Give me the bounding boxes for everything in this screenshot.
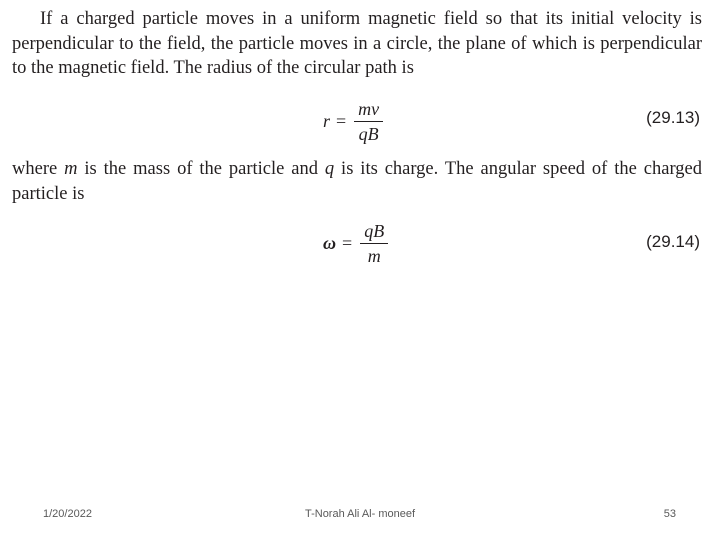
- equation-radius-lhs: r: [323, 110, 331, 131]
- footer-author: T-Norah Ali Al- moneef: [304, 508, 416, 520]
- equation-angular-speed-body: [323, 218, 388, 268]
- equation-radius-fraction: [354, 99, 383, 144]
- paragraph-2-part-3: is its charge. The angular speed of the charged particle is: [12, 159, 702, 204]
- paragraph-2-part-2: is the mass of the particle and: [77, 159, 325, 179]
- paragraph-2-part-1: where: [12, 159, 65, 179]
- equation-radius-equals: =: [336, 110, 347, 131]
- equation-angular-speed-numerator: qB: [360, 221, 388, 244]
- equation-radius-number: (29.13): [646, 108, 700, 127]
- equation-angular-speed-equals: =: [342, 232, 353, 253]
- equation-radius: [0, 96, 720, 156]
- equation-angular-speed-denominator: m: [367, 245, 381, 266]
- equation-angular-speed-fraction: [360, 221, 388, 266]
- footer-page-number: 53: [663, 508, 676, 520]
- equation-radius-body: [323, 96, 383, 146]
- equation-radius-denominator: qB: [358, 123, 379, 144]
- footer-date: 1/20/2022: [43, 508, 92, 520]
- equation-angular-speed: [0, 218, 720, 278]
- equation-radius-numerator: mv: [354, 99, 383, 122]
- equation-angular-speed-lhs: ω: [323, 232, 337, 253]
- variable-q: q: [324, 159, 335, 179]
- paragraph-circular-motion: [12, 7, 702, 81]
- paragraph-1-text: If a charged particle moves in a uniform magnetic field so that its initial velocity is perpendicular to the field, the particle moves in a circle, the plane of which is perpendicular to the magnetic field. The radius of the circular path is: [12, 9, 702, 78]
- equation-angular-speed-number: (29.14): [646, 232, 700, 251]
- variable-m: m: [64, 159, 78, 179]
- paragraph-angular-speed: [12, 157, 702, 206]
